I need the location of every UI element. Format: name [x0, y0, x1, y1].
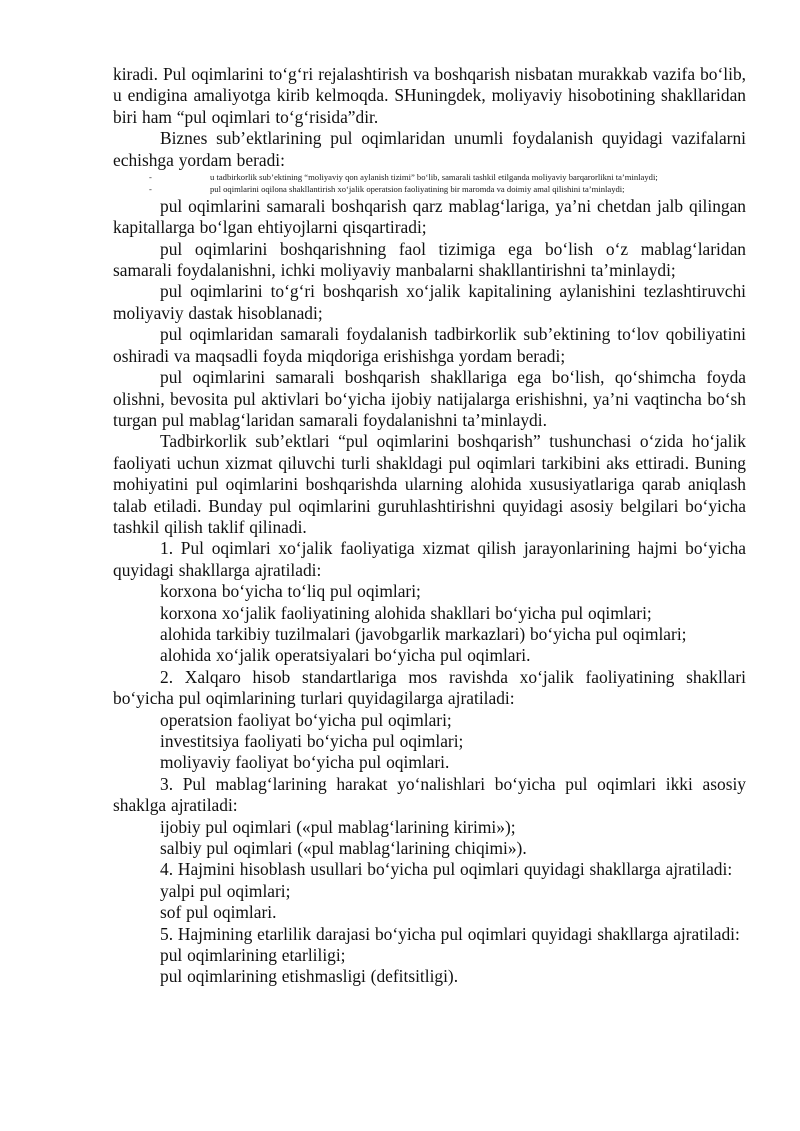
numbered-paragraph-2: 2. Xalqaro hisob standartlariga mos ravishda xo‘jalik faoliyatining shakllari bo‘yicha pul oqimlarining turlari quyidagilarga ajratiladi:	[113, 666, 746, 709]
list-line: pul oqimlarining etishmasligi (defitsitligi).	[160, 966, 459, 987]
list-line: alohida xo‘jalik operatsiyalari bo‘yicha pul oqimlari.	[160, 645, 531, 666]
list-line: korxona xo‘jalik faoliyatining alohida shakllari bo‘yicha pul oqimlari;	[160, 602, 652, 623]
list-line: korxona bo‘yicha to‘liq pul oqimlari;	[160, 581, 421, 602]
paragraph: pul oqimlarini boshqarishning faol tizimiga ega bo‘lish o‘z mablag‘laridan samarali foydalanishni, ichki moliyaviy manbalarni shakllantirishni ta’minlaydi;	[113, 238, 746, 281]
small-list-item	[113, 171, 746, 183]
small-list-item-text: pul oqimlarini oqilona shakllantirish xo‘jalik operatsion faoliyatining bir maromda va doimiy amal qilishini ta’minlaydi;	[210, 184, 625, 195]
list-line: salbiy pul oqimlari («pul mablag‘larining chiqimi»).	[160, 838, 527, 859]
paragraph-continuation: kiradi. Pul oqimlarini to‘g‘ri rejalashtirish va boshqarish nisbatan murakkab vazifa bo‘lib, u endigina amaliyotga kirib kelmoqda. SHuningdek, moliyaviy hisobotining shakllaridan biri ham “pul oqimlari to‘g‘risida”dir.	[113, 64, 746, 127]
paragraph: Biznes sub’ektlarining pul oqimlaridan unumli foydalanish quyidagi vazifalarni echishga yordam beradi:	[113, 128, 746, 170]
small-list-item	[113, 183, 746, 195]
list-line: investitsiya faoliyati bo‘yicha pul oqimlari;	[160, 731, 464, 751]
paragraph: pul oqimlaridan samarali foydalanish tadbirkorlik sub’ektining to‘lov qobiliyatini oshiradi va maqsadli foyda miqdoriga erishishga yordam beradi;	[113, 324, 746, 366]
dash-bullet: -	[149, 172, 152, 183]
small-list-item-text: u tadbirkorlik sub’ektining “moliyaviy qon aylanish tizimi” bo‘lib, samarali tashkil etilganda moliyaviy barqarorlikni ta’minlaydi;	[210, 172, 658, 183]
list-line: sof pul oqimlari.	[160, 902, 277, 923]
list-line: alohida tarkibiy tuzilmalari (javobgarlik markazlari) bo‘yicha pul oqimlari;	[160, 623, 687, 644]
list-line: pul oqimlarining etarliligi;	[160, 945, 346, 966]
list-line: yalpi pul oqimlari;	[160, 880, 291, 901]
list-line: operatsion faoliyat bo‘yicha pul oqimlari;	[160, 709, 452, 730]
numbered-paragraph-3: 3. Pul mablag‘larining harakat yo‘nalishlari bo‘yicha pul oqimlari ikki asosiy shaklga ajratiladi:	[113, 773, 746, 816]
paragraph: pul oqimlarini samarali boshqarish qarz mablag‘lariga, ya’ni chetdan jalb qilingan kapitallarga bo‘lgan ehtiyojlarni qisqartiradi;	[113, 195, 746, 238]
numbered-paragraph-4: 4. Hajmini hisoblash usullari bo‘yicha pul oqimlari quyidagi shakllarga ajratiladi:	[160, 859, 733, 880]
list-line: moliyaviy faoliyat bo‘yicha pul oqimlari.	[160, 752, 450, 773]
paragraph: pul oqimlarini samarali boshqarish shakllariga ega bo‘lish, qo‘shimcha foyda olishni, bevosita pul aktivlari bo‘yicha ijobiy natijalarga erishishni, ya’ni vaqtincha bo‘sh turgan pul mablag‘laridan samarali foydalanishni ta’minlaydi.	[113, 367, 746, 430]
numbered-paragraph-1: 1. Pul oqimlari xo‘jalik faoliyatiga xizmat qilish jarayonlarining hajmi bo‘yicha quyidagi shakllarga ajratiladi:	[113, 538, 746, 580]
list-line: ijobiy pul oqimlari («pul mablag‘larining kirimi»);	[160, 816, 516, 837]
paragraph: pul oqimlarini to‘g‘ri boshqarish xo‘jalik kapitalining aylanishini tezlashtiruvchi moliyaviy dastak hisoblanadi;	[113, 281, 746, 323]
text-column	[113, 64, 746, 988]
paragraph: Tadbirkorlik sub’ektlari “pul oqimlarini boshqarish” tushunchasi o‘zida ho‘jalik faoliyati uchun xizmat qiluvchi turli shakldagi pul oqimlari tarkibini aks ettiradi. Buning mohiyatini pul oqimlarini boshqarishda ularning alohida xususiyatlariga qarab aniqlash talab etiladi. Bunday pul oqimlarini guruhlashtirishni quyidagi asosiy belgilari bo‘yicha tashkil qilish taklif qilinadi.	[113, 431, 746, 537]
numbered-paragraph-5: 5. Hajmining etarlilik darajasi bo‘yicha pul oqimlari quyidagi shakllarga ajratiladi:	[160, 923, 740, 944]
dash-bullet: -	[149, 184, 152, 195]
